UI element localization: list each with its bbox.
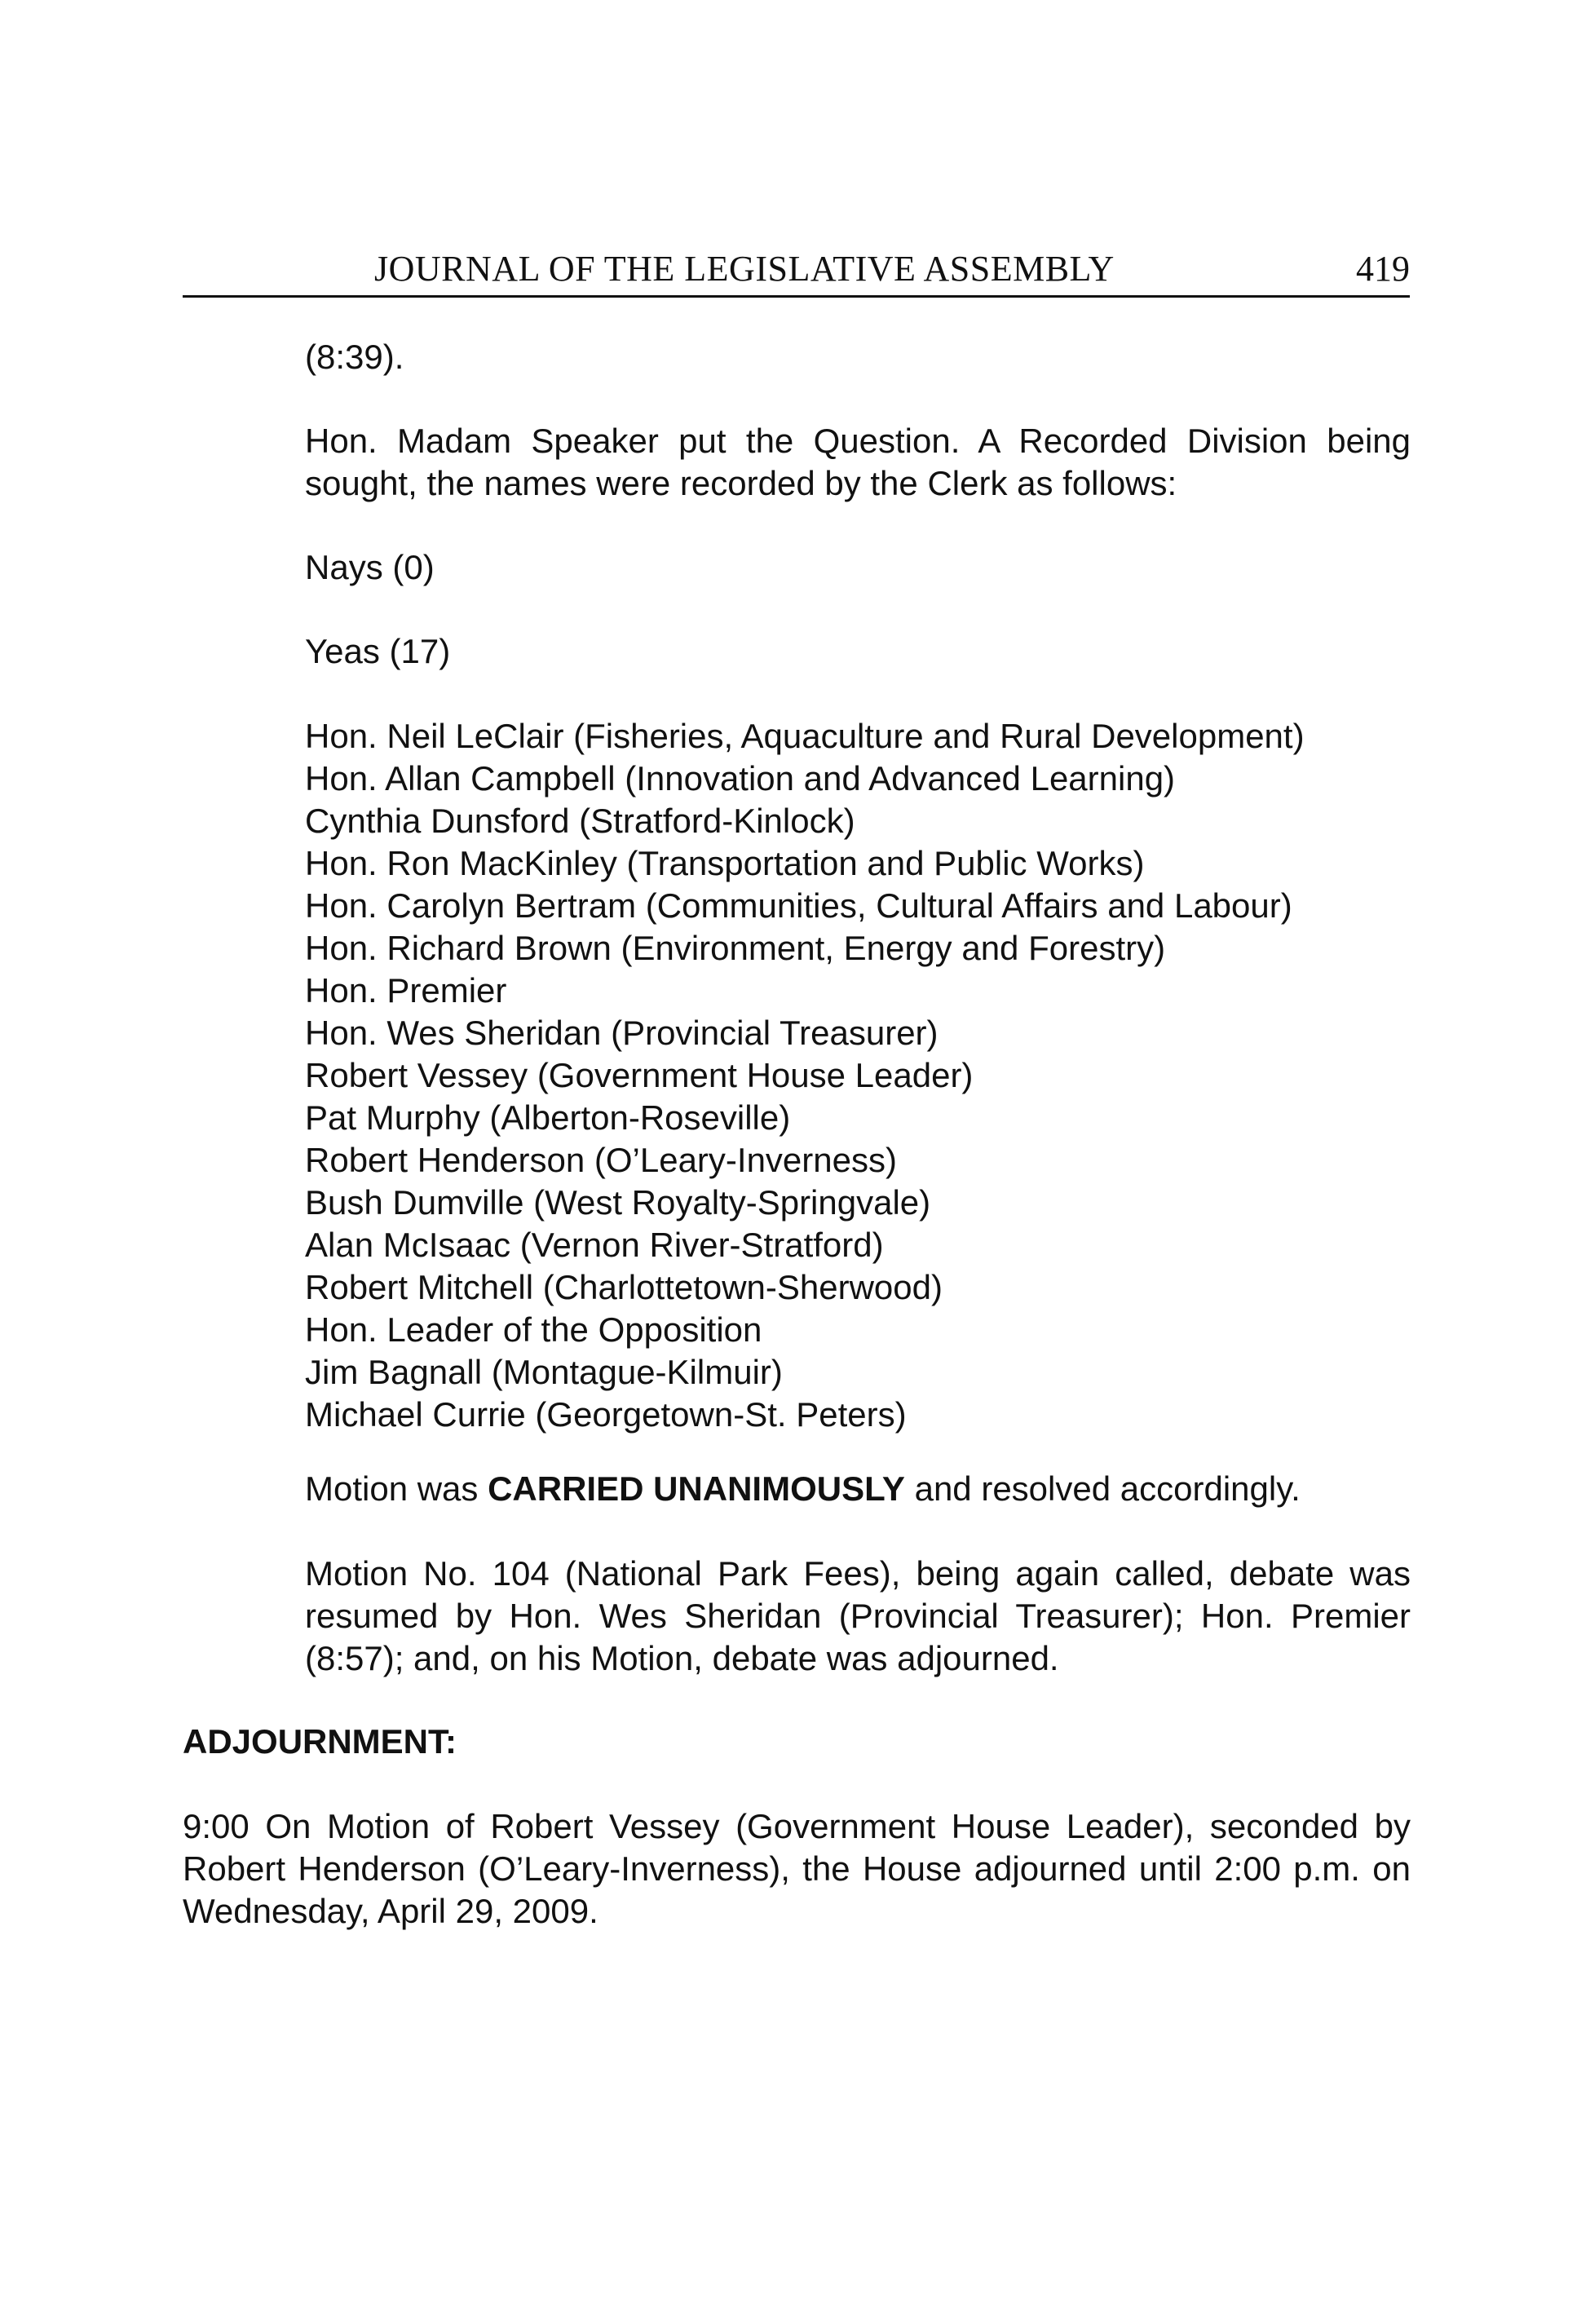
result-suffix: and resolved accordingly. [904,1469,1301,1508]
yea-member: Cynthia Dunsford (Stratford-Kinlock) [305,802,855,840]
yeas-label: Yeas (17) [305,632,451,670]
nays-label: Nays (0) [305,548,435,586]
adjournment-heading: ADJOURNMENT: [183,1722,457,1761]
yea-member: Hon. Allan Campbell (Innovation and Advanced Learning) [305,759,1176,797]
journal-title: JOURNAL OF THE LEGISLATIVE ASSEMBLY [374,249,1115,289]
yea-member: Alan McIsaac (Vernon River-Stratford) [305,1226,884,1264]
time-note: (8:39). [305,338,404,376]
yea-member: Pat Murphy (Alberton-Roseville) [305,1098,791,1137]
running-header [183,245,1410,298]
yea-member: Michael Currie (Georgetown-St. Peters) [305,1395,907,1434]
yea-member: Hon. Ron MacKinley (Transportation and Public Works) [305,844,1145,882]
yea-member: Hon. Richard Brown (Environment, Energy and Forestry) [305,929,1166,967]
yea-member: Hon. Carolyn Bertram (Communities, Cultural Affairs and Labour) [305,886,1292,925]
yea-member: Jim Bagnall (Montague-Kilmuir) [305,1353,783,1391]
page-number: 419 [1356,249,1410,289]
yea-member: Bush Dumville (West Royalty-Springvale) [305,1183,931,1222]
motion-104-paragraph: Motion No. 104 (National Park Fees), being again called, debate was resumed by Hon. Wes Sheridan (Provincial Treasurer); Hon. Premier (8:57); and, on his Motion, debate was adjourned. [305,1554,1411,1677]
yea-member: Hon. Wes Sheridan (Provincial Treasurer) [305,1014,939,1052]
yea-member: Robert Henderson (O’Leary-Inverness) [305,1141,897,1179]
question-paragraph: Hon. Madam Speaker put the Question. A Recorded Division being sought, the names were recorded by the Clerk as follows: [305,422,1411,502]
motion-result [305,1468,1411,1510]
yea-member: Robert Mitchell (Charlottetown-Sherwood) [305,1268,943,1306]
yea-member: Hon. Neil LeClair (Fisheries, Aquaculture and Rural Development) [305,717,1305,755]
adjournment-paragraph: 9:00 On Motion of Robert Vessey (Government House Leader), seconded by Robert Henderson (O’Leary-Inverness), the House adjourned until 2:00 p.m. on Wednesday, April 29, 2009. [183,1807,1411,1930]
yeas-list [305,715,1411,1436]
result-prefix: Motion was [305,1469,488,1508]
yea-member: Hon. Leader of the Opposition [305,1310,762,1349]
yea-member: Hon. Premier [305,971,507,1010]
yea-member: Robert Vessey (Government House Leader) [305,1056,974,1094]
result-emphasis: CARRIED UNANIMOUSLY [488,1469,905,1508]
